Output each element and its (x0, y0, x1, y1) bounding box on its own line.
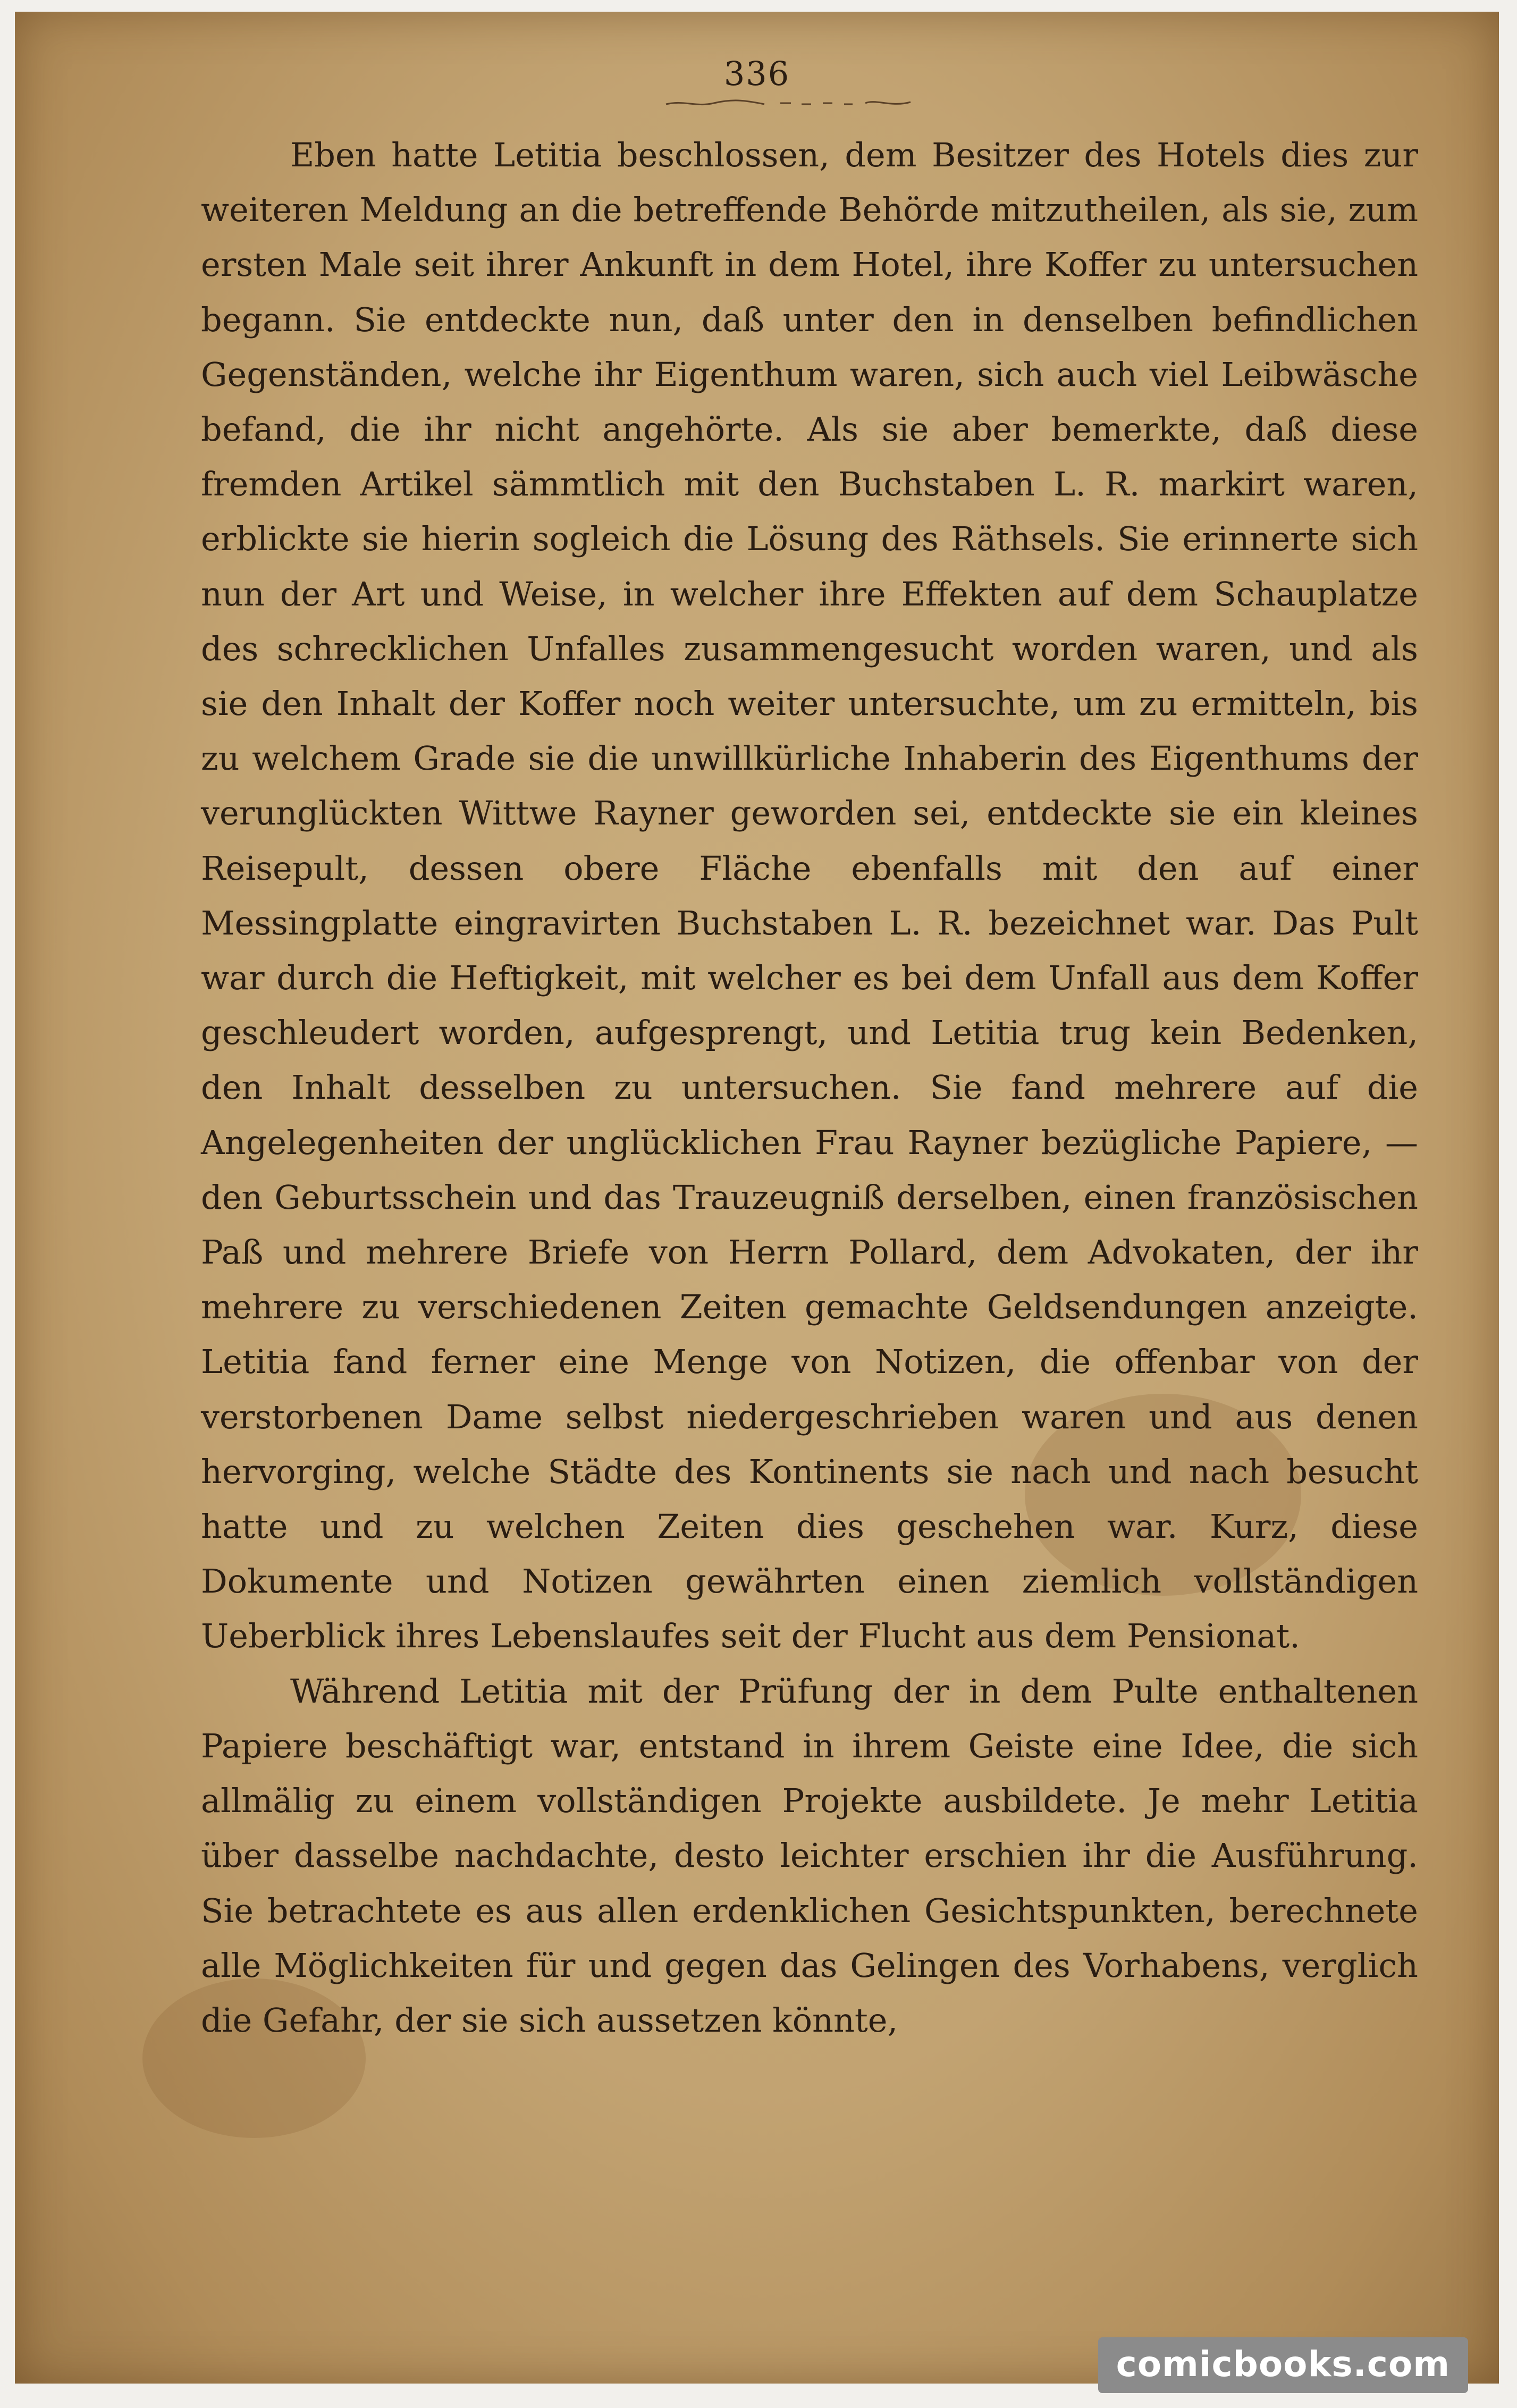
paragraph: Eben hatte Letitia beschlossen, dem Besitzer des Hotels dies zur weiteren Meldung an die betreffende Behörde mitzutheilen, als sie, zum ersten Male seit ihrer Ankunft in dem Hotel, ihre Koffer zu untersuchen begann. Sie entdeckte nun, daß unter den in denselben befindlichen Gegenständen, welche ihr Eigenthum waren, sich auch viel Leibwäsche befand, die ihr nicht angehörte. Als sie aber bemerkte, daß diese fremden Artikel sämmtlich mit den Buchstaben L. R. markirt waren, erblickte sie hierin sogleich die Lösung des Räthsels. Sie erinnerte sich nun der Art und Weise, in welcher ihre Effekten auf dem Schauplatze des schrecklichen Unfalles zusammengesucht worden waren, und als sie den Inhalt der Koffer noch weiter untersuchte, um zu ermitteln, bis zu welchem Grade sie die unwillkürliche Inhaberin des Eigenthums der verunglückten Wittwe Rayner geworden sei, entdeckte sie ein kleines Reisepult, dessen obere Fläche ebenfalls mit den auf einer Messingplatte eingravirten Buchstaben L. R. bezeichnet war. Das Pult war durch die Heftigkeit, mit welcher es bei dem Unfall aus dem Koffer geschleudert worden, aufgesprengt, und Letitia trug kein Bedenken, den Inhalt desselben zu untersuchen. Sie fand mehrere auf die Angelegenheiten der unglücklichen Frau Rayner bezügliche Papiere, — den Geburtsschein und das Trauzeugniß derselben, einen französischen Paß und mehrere Briefe von Herrn Pollard, dem Advokaten, der ihr mehrere zu verschiedenen Zeiten gemachte Geldsendungen anzeigte. Letitia fand ferner eine Menge von Notizen, die offenbar von der verstorbenen Dame selbst niedergeschrieben waren und aus denen hervorging, welche Städte des Kontinents sie nach und nach besucht hatte und zu welchen Zeiten dies geschehen war. Kurz, diese Dokumente und Notizen gewährten einen ziemlich vollständigen Ueberblick ihres Lebenslaufes seit der Flucht aus dem Pensionat. (201, 136, 1418, 1656)
page-number: 336 (723, 54, 790, 93)
header-ornament (663, 97, 913, 110)
paragraph: Während Letitia mit der Prüfung der in dem Pulte enthaltenen Papiere beschäftigt war, entstand in ihrem Geiste eine Idee, die sich allmälig zu einem vollständigen Projekte ausbildete. Je mehr Letitia über dasselbe nachdachte, desto leichter erschien ihr die Ausführung. Sie betrachtete es aus allen erdenklichen Gesichtspunkten, berechnete alle Möglichkeiten für und gegen das Gelingen des Vorhabens, verglich die Gefahr, der sie sich aussetzen könnte, (201, 1671, 1418, 2040)
book-page (15, 12, 1499, 2384)
body-text (201, 128, 1418, 2048)
watermark-logo: comicbooks.com (1098, 2337, 1468, 2393)
